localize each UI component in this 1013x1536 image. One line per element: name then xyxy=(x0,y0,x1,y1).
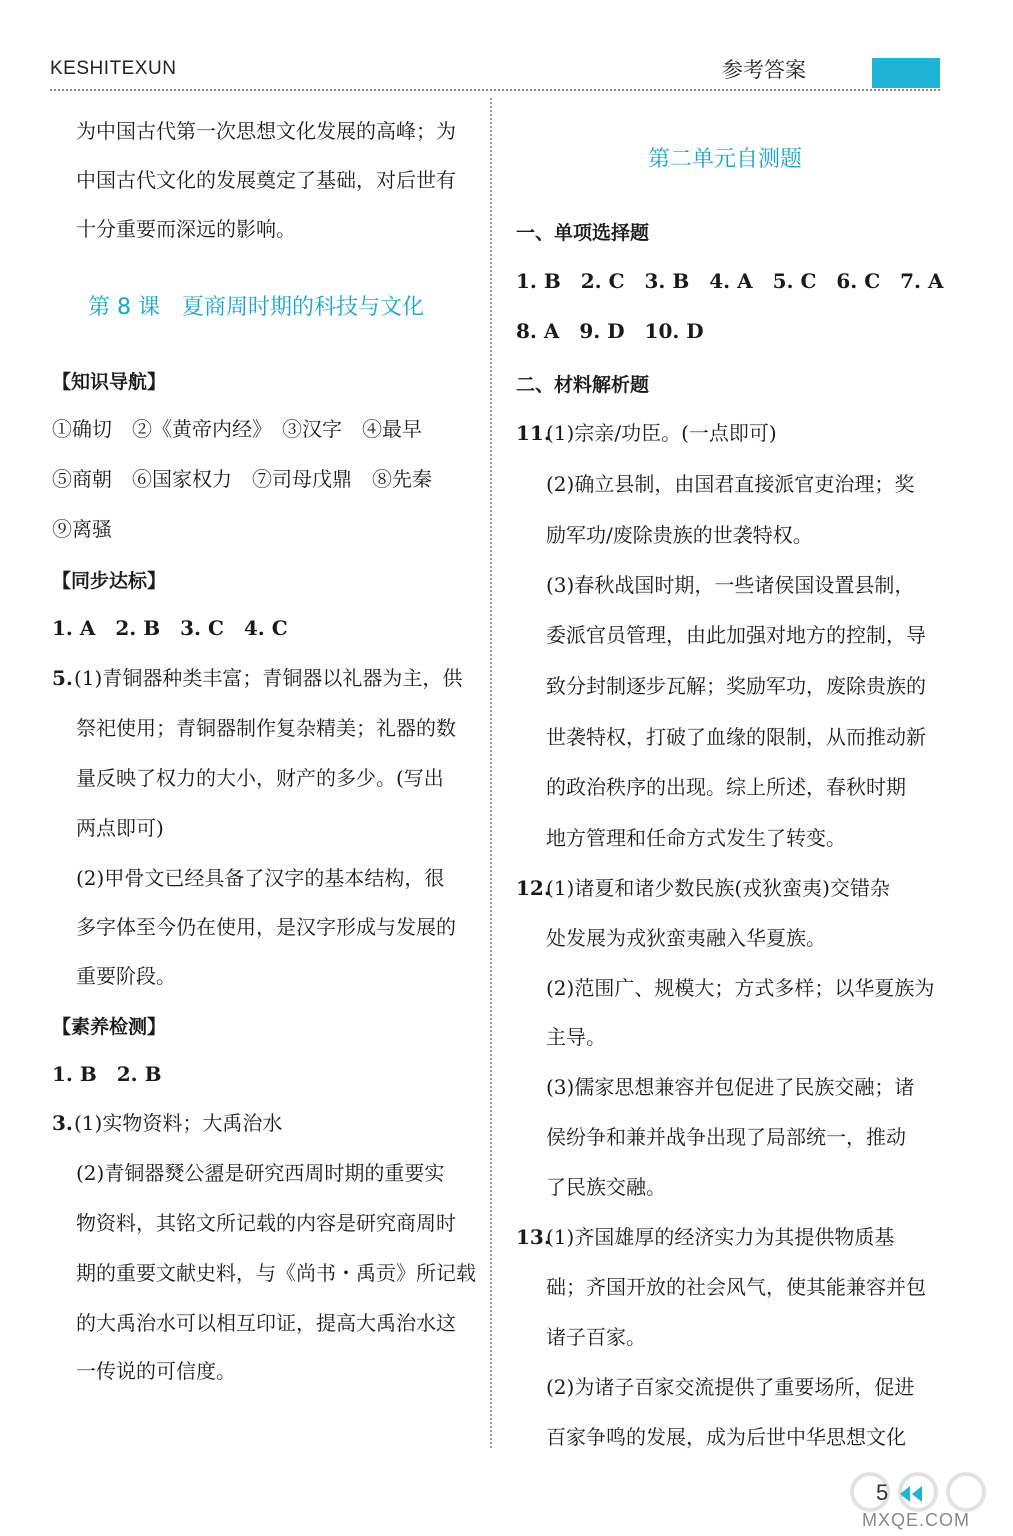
answer-line: 一传说的可信度。 xyxy=(76,1359,236,1383)
answer-line: (1)齐国雄厚的经济实力为其提供物质基 xyxy=(546,1225,895,1249)
intro-line: 为中国古代第一次思想文化发展的高峰；为 xyxy=(76,119,456,143)
answer-line: (2)青铜器燹公盨是研究西周时期的重要实 xyxy=(76,1161,445,1185)
intro-line: 十分重要而深远的影响。 xyxy=(76,217,296,241)
answer-line: (3)春秋战国时期，一些诸侯国设置县制， xyxy=(546,573,915,597)
sync-heading: 【同步达标】 xyxy=(52,570,167,592)
column-divider xyxy=(490,98,492,1448)
answer-line: 处发展为戎狄蛮夷融入华夏族。 xyxy=(546,926,826,950)
answer-line: (2)确立县制，由国君直接派官吏治理；奖 xyxy=(546,472,915,496)
header-divider xyxy=(50,89,940,91)
question-number: 12. xyxy=(516,876,551,900)
answer-line: 两点即可) xyxy=(76,816,164,840)
knowledge-heading: 【知识导航】 xyxy=(52,371,167,393)
sync-answers: 1. A 2. B 3. C 4. C xyxy=(52,616,288,640)
answer-line: 的大禹治水可以相互印证，提高大禹治水这 xyxy=(76,1311,456,1335)
header-accent-box xyxy=(872,58,940,88)
answer-line: 础；齐国开放的社会风气，使其能兼容并包 xyxy=(546,1275,926,1299)
unit-title: 第二单元自测题 xyxy=(648,147,803,172)
answer-line: 侯纷争和兼并战争出现了局部统一，推动 xyxy=(546,1125,906,1149)
literacy-heading: 【素养检测】 xyxy=(52,1016,167,1038)
header-brand: KESHITEXUN xyxy=(50,58,177,79)
question-number: 3. xyxy=(52,1111,73,1135)
answer-line: (2)甲骨文已经具备了汉字的基本结构，很 xyxy=(76,866,445,890)
question-number: 11. xyxy=(516,421,551,445)
double-chevron-left-icon xyxy=(898,1484,924,1504)
answer-line: 期的重要文献史料，与《尚书・禹贡》所记载 xyxy=(76,1261,476,1285)
answer-line: (1)宗亲/功臣。(一点即可) xyxy=(546,421,777,445)
answer-line: 物资料，其铭文所记载的内容是研究商周时 xyxy=(76,1211,456,1235)
answer-line: 励军功/废除贵族的世袭特权。 xyxy=(546,523,813,547)
answer-line: (1)诸夏和诸少数民族(戎狄蛮夷)交错杂 xyxy=(546,876,890,900)
answer-line: 诸子百家。 xyxy=(546,1325,646,1349)
multiple-choice-heading: 一、单项选择题 xyxy=(516,222,650,244)
answer-line: 的政治秩序的出现。综上所述，春秋时期 xyxy=(546,775,906,799)
knowledge-line: ⑤商朝 ⑥国家权力 ⑦司母戊鼎 ⑧先秦 xyxy=(52,467,432,491)
header-section-title: 参考答案 xyxy=(722,58,806,82)
literacy-answers: 1. B 2. B xyxy=(52,1062,162,1086)
mc-answers-line: 1. B 2. C 3. B 4. A 5. C 6. C 7. A xyxy=(516,269,944,293)
answer-line: 世袭特权，打破了血缘的限制，从而推动新 xyxy=(546,725,926,749)
answer-line: 量反映了权力的大小，财产的多少。(写出 xyxy=(76,766,444,790)
answer-line: 多字体至今仍在使用，是汉字形成与发展的 xyxy=(76,915,456,939)
answer-line: (3)儒家思想兼容并包促进了民族交融；诸 xyxy=(546,1075,915,1099)
answer-line: (2)为诸子百家交流提供了重要场所，促进 xyxy=(546,1375,915,1399)
knowledge-line: ⑨离骚 xyxy=(52,517,112,541)
answer-line: 地方管理和任命方式发生了转变。 xyxy=(546,826,846,850)
knowledge-line: ①确切 ②《黄帝内经》 ③汉字 ④最早 xyxy=(52,417,422,441)
lesson-title: 第 8 课 夏商周时期的科技与文化 xyxy=(88,295,424,320)
answer-line: (1)实物资料；大禹治水 xyxy=(74,1111,283,1135)
answer-line: 百家争鸣的发展，成为后世中华思想文化 xyxy=(546,1425,906,1449)
page-number: 5 xyxy=(876,1480,889,1505)
answer-line: 委派官员管理，由此加强对地方的控制，导 xyxy=(546,623,926,647)
answer-line: 主导。 xyxy=(546,1025,606,1049)
watermark-text: MXQE.COM xyxy=(862,1510,971,1530)
intro-line: 中国古代文化的发展奠定了基础，对后世有 xyxy=(76,168,456,192)
answer-line: (1)青铜器种类丰富；青铜器以礼器为主，供 xyxy=(74,666,463,690)
question-number: 5. xyxy=(52,666,73,690)
answer-line: 了民族交融。 xyxy=(546,1175,666,1199)
mc-answers-line: 8. A 9. D 10. D xyxy=(516,319,704,343)
question-number: 13. xyxy=(516,1225,551,1249)
answer-line: 致分封制逐步瓦解；奖励军功，废除贵族的 xyxy=(546,674,926,698)
answer-line: 祭祀使用；青铜器制作复杂精美；礼器的数 xyxy=(76,716,456,740)
material-heading: 二、材料解析题 xyxy=(516,374,650,396)
answer-line: (2)范围广、规模大；方式多样；以华夏族为 xyxy=(546,976,935,1000)
answer-line: 重要阶段。 xyxy=(76,964,176,988)
